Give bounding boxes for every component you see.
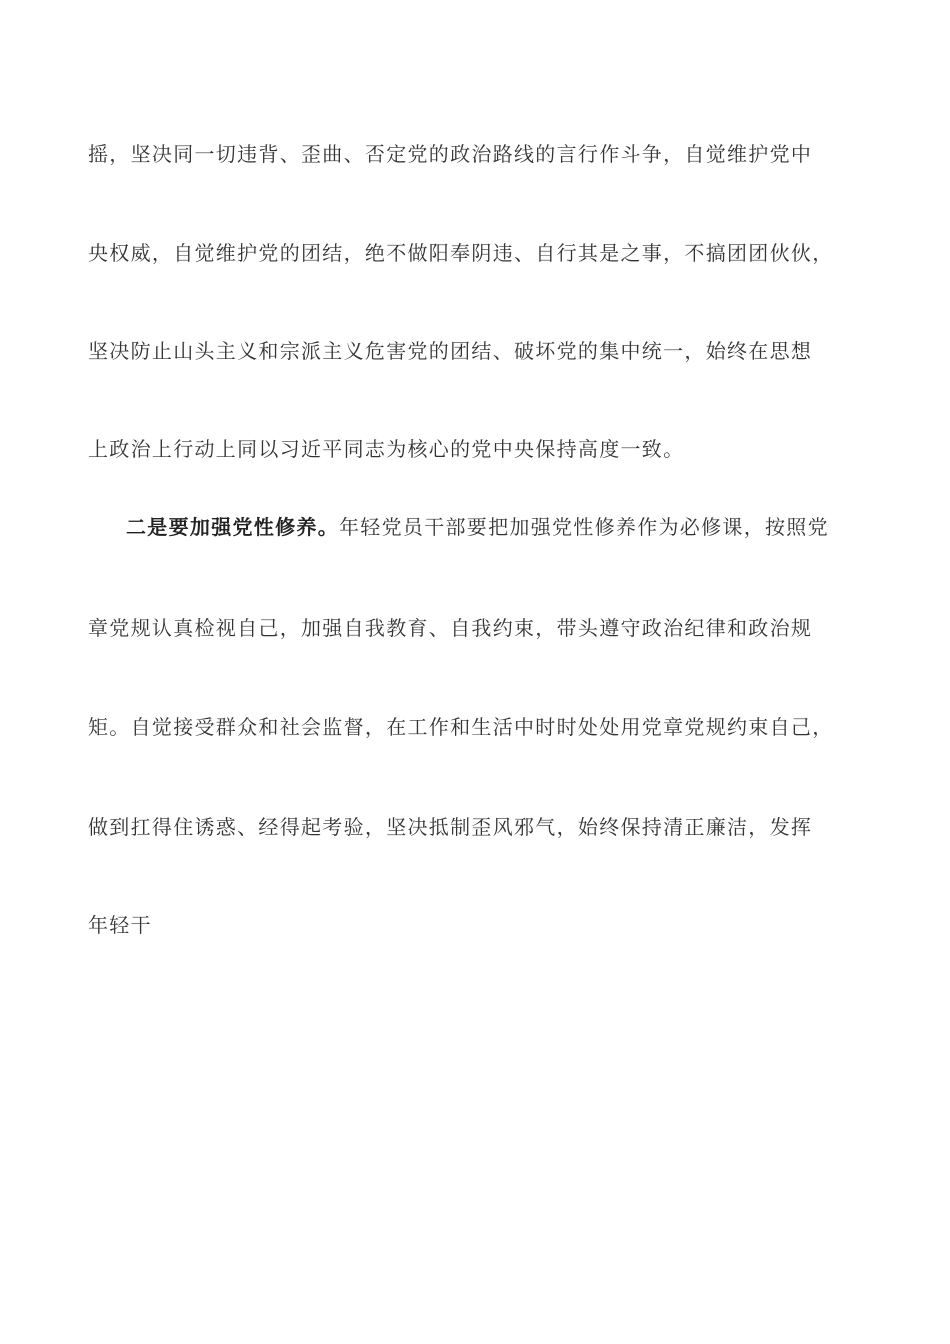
paragraph-2-line-5: 年轻干 — [88, 913, 152, 937]
paragraph-2-line-2: 章党规认真检视自己，加强自我教育、自我约束，带头遵守政治纪律和政治规 — [88, 616, 813, 640]
paragraph-2-line-1 — [126, 512, 878, 542]
paragraph-2-line-1-text: 年轻党员干部要把加强党性修养作为必修课，按照党 — [339, 515, 829, 539]
paragraph-2-heading: 二是要加强党性修养。 — [126, 515, 339, 539]
paragraph-2-line-3: 矩。自觉接受群众和社会监督，在工作和生活中时时处处用党章党规约束自己， — [88, 715, 834, 739]
paragraph-2-line-4: 做到扛得住诱惑、经得起考验，坚决抵制歪风邪气，始终保持清正廉洁，发挥 — [88, 815, 813, 839]
paragraph-1-line-3: 坚决防止山头主义和宗派主义危害党的团结、破坏党的集中统一，始终在思想 — [88, 339, 813, 363]
paragraph-1-line-4: 上政治上行动上同以习近平同志为核心的党中央保持高度一致。 — [88, 437, 685, 461]
paragraph-1-line-2: 央权威，自觉维护党的团结，绝不做阳奉阴违、自行其是之事，不搞团团伙伙， — [88, 241, 834, 265]
paragraph-1-line-1: 摇，坚决同一切违背、歪曲、否定党的政治路线的言行作斗争，自觉维护党中 — [88, 142, 813, 166]
